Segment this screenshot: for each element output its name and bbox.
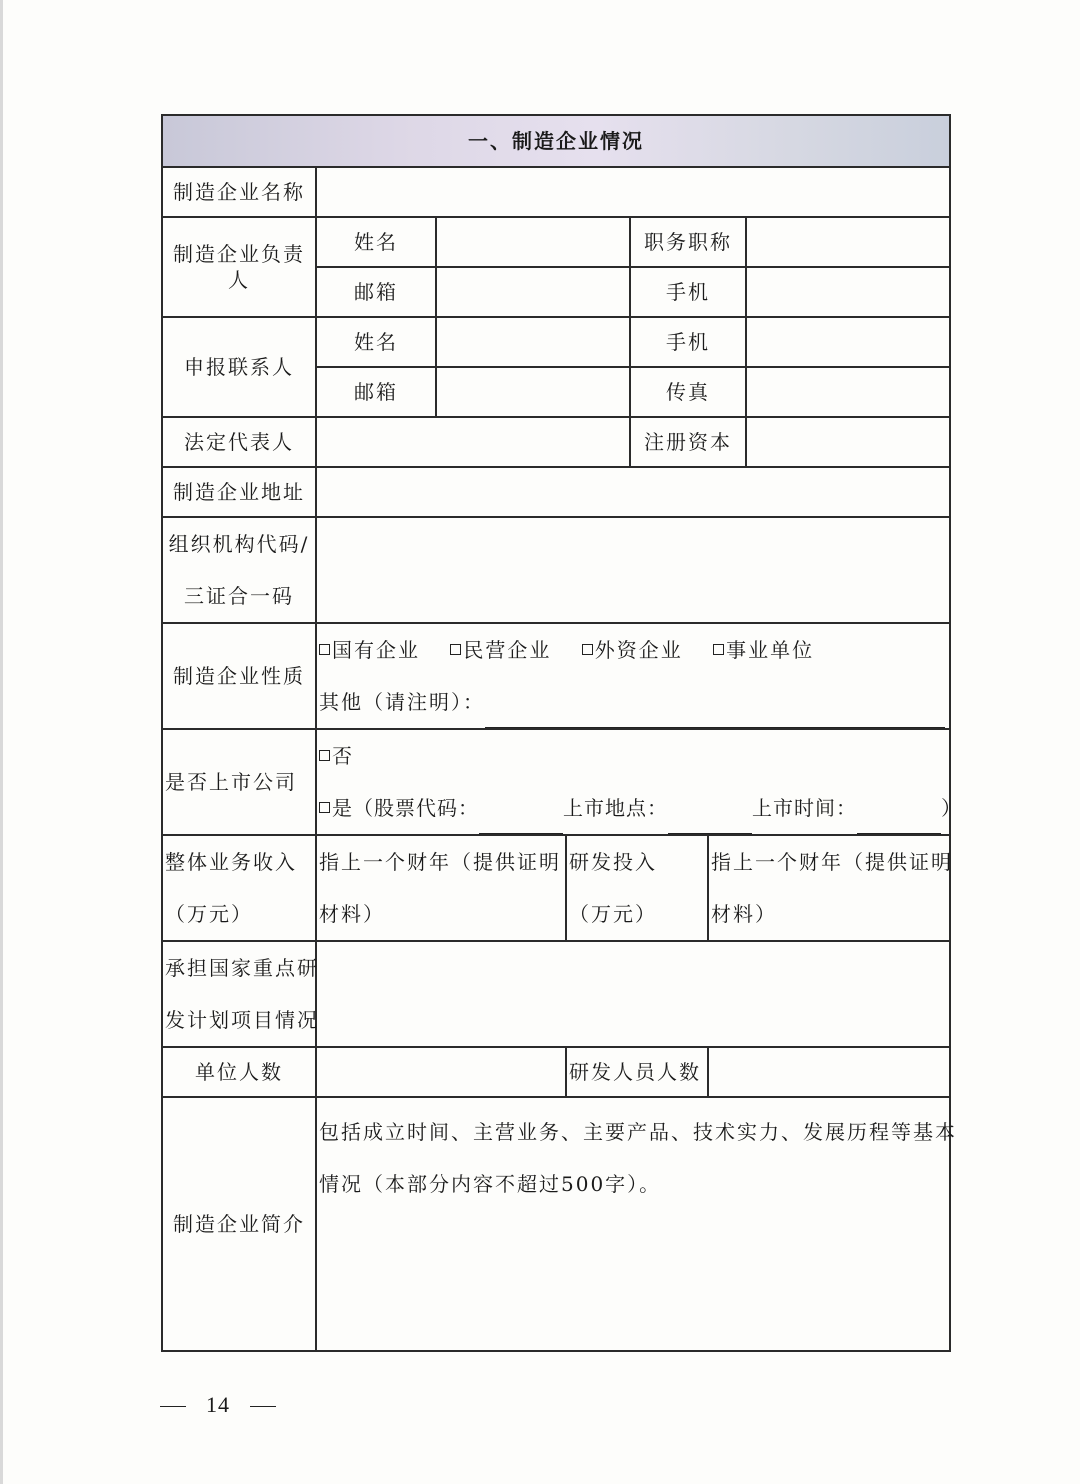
- leader-label: 制造企业负责人: [162, 217, 316, 317]
- contact-phone-label: 手机: [630, 317, 746, 367]
- listed-label: 是否上市公司: [162, 729, 316, 835]
- section-title: 一、制造企业情况: [162, 115, 950, 167]
- option-private[interactable]: 民营企业: [450, 638, 551, 662]
- listed-options: [316, 729, 962, 835]
- registered-capital-label: 注册资本: [630, 417, 746, 467]
- nature-options: [316, 623, 950, 729]
- intro-hint-line1: 包括成立时间、主营业务、主要产品、技术实力、发展历程等基本: [319, 1120, 957, 1144]
- stock-code-field[interactable]: [479, 813, 563, 834]
- org-code-label: [162, 517, 316, 623]
- nature-options-row: [319, 624, 949, 676]
- checkbox-icon[interactable]: [319, 802, 330, 813]
- rd-invest-label: 研发投入 （万元）: [566, 835, 708, 941]
- company-name-label: 制造企业名称: [162, 167, 316, 217]
- legal-rep-label: 法定代表人: [162, 417, 316, 467]
- leader-phone-label: 手机: [630, 267, 746, 317]
- staff-count-field[interactable]: [316, 1047, 566, 1097]
- legal-rep-field[interactable]: [316, 417, 630, 467]
- listing-time-field[interactable]: [857, 813, 941, 834]
- registered-capital-field[interactable]: [746, 417, 950, 467]
- leader-title-field[interactable]: [746, 217, 950, 267]
- contact-email-field[interactable]: [436, 367, 630, 417]
- checkbox-icon[interactable]: [450, 644, 461, 655]
- listed-no-label: 否: [332, 744, 354, 768]
- page-footer: [160, 1392, 276, 1418]
- intro-field[interactable]: [316, 1097, 957, 1351]
- intro-hint-line2: 情况（本部分内容不超过500字）。: [319, 1172, 662, 1196]
- rd-staff-field[interactable]: [708, 1047, 950, 1097]
- listing-place-label: 上市地点：: [563, 796, 668, 820]
- intro-label: 制造企业简介: [162, 1097, 316, 1351]
- contact-label: 申报联系人: [162, 317, 316, 417]
- company-info-form: [161, 114, 962, 1352]
- org-code-field[interactable]: [316, 517, 950, 623]
- contact-fax-field[interactable]: [746, 367, 950, 417]
- address-label: 制造企业地址: [162, 467, 316, 517]
- page-edge: [0, 0, 3, 1484]
- revenue-note[interactable]: 指上一个财年（提供证明 材料）: [316, 835, 566, 941]
- leader-title-label: 职务职称: [630, 217, 746, 267]
- org-code-label-line1: 组织机构代码/: [168, 532, 310, 556]
- address-field[interactable]: [316, 467, 950, 517]
- nature-other-field[interactable]: [485, 707, 945, 728]
- footer-dash-left: [160, 1406, 186, 1407]
- checkbox-icon[interactable]: [713, 644, 724, 655]
- listing-time-label: 上市时间：: [752, 796, 857, 820]
- checkbox-icon[interactable]: [319, 750, 330, 761]
- contact-phone-field[interactable]: [746, 317, 950, 367]
- leader-name-label: 姓名: [316, 217, 436, 267]
- option-foreign[interactable]: 外资企业: [582, 638, 683, 662]
- listed-yes-row: 是（股票代码： 上市地点： 上市时间： ）: [319, 782, 949, 834]
- rd-staff-label: 研发人员人数: [566, 1047, 708, 1097]
- nature-label: 制造企业性质: [162, 623, 316, 729]
- leader-phone-field[interactable]: [746, 267, 950, 317]
- listed-yes-label: 是（股票代码：: [332, 796, 479, 820]
- leader-email-label: 邮箱: [316, 267, 436, 317]
- option-state-owned[interactable]: 国有企业: [319, 638, 420, 662]
- national-projects-label: 承担国家重点研 发计划项目情况: [162, 941, 316, 1047]
- contact-fax-label: 传真: [630, 367, 746, 417]
- checkbox-icon[interactable]: [319, 644, 330, 655]
- staff-count-label: 单位人数: [162, 1047, 316, 1097]
- contact-name-field[interactable]: [436, 317, 630, 367]
- listing-place-field[interactable]: [668, 813, 752, 834]
- contact-email-label: 邮箱: [316, 367, 436, 417]
- revenue-label: 整体业务收入 （万元）: [162, 835, 316, 941]
- footer-dash-right: [250, 1406, 276, 1407]
- leader-name-field[interactable]: [436, 217, 630, 267]
- national-projects-field[interactable]: [316, 941, 950, 1047]
- option-public-institution[interactable]: 事业单位: [713, 638, 814, 662]
- rd-invest-note[interactable]: 指上一个财年（提供证明 材料）: [708, 835, 950, 941]
- contact-name-label: 姓名: [316, 317, 436, 367]
- org-code-label-line2: 三证合一码: [184, 584, 294, 608]
- leader-email-field[interactable]: [436, 267, 630, 317]
- nature-other-label: 其他（请注明）：: [319, 690, 485, 714]
- page-number: 14: [206, 1392, 230, 1417]
- nature-other-row: [319, 676, 949, 728]
- company-name-field[interactable]: [316, 167, 950, 217]
- checkbox-icon[interactable]: [582, 644, 593, 655]
- listed-no-row: [319, 730, 949, 782]
